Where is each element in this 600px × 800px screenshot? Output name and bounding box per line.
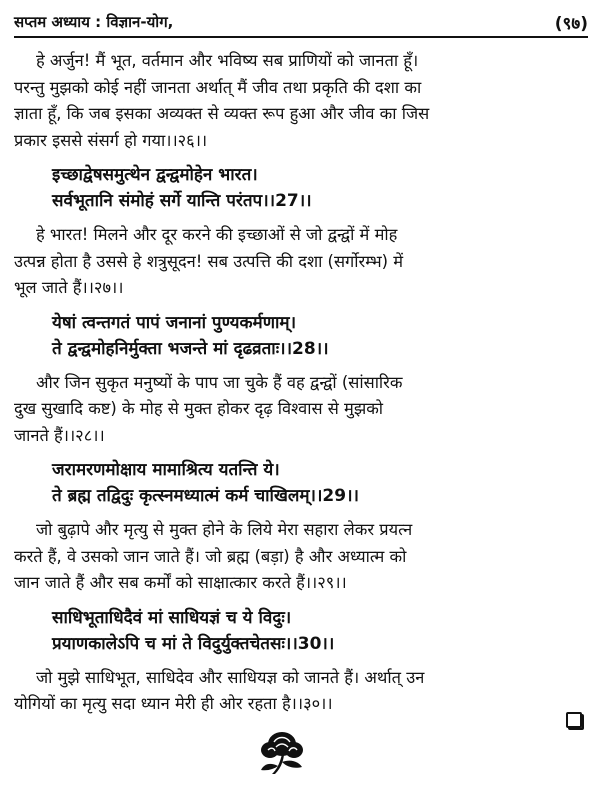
verse-line: जरामरणमोक्षाय मामाश्रित्य यतन्ति ये।	[52, 460, 280, 480]
sanskrit-verse	[14, 310, 588, 362]
chapter-title: सप्तम अध्याय : विज्ञान-योग,	[14, 13, 174, 31]
page-content	[14, 48, 588, 726]
verse-line: साधिभूताधिदैवं मां साधियज्ञं च ये विदुः।	[52, 607, 292, 628]
prose-paragraph	[14, 370, 588, 450]
text-line: हे भारत! मिलने और दूर करने की इच्छाओं से जो द्वन्द्वों में मोह	[36, 225, 398, 244]
page-number: (९७)	[554, 13, 588, 34]
text-line: योगियों का मृत्यु सदा ध्यान मेरी ही ओर रहता है।।३०।।	[14, 694, 333, 713]
verse-line: येषां त्वन्तगतं पापं जनानां पुण्यकर्मणाम्।	[52, 312, 297, 333]
prose-paragraph	[14, 222, 588, 302]
text-line: जानते हैं।।२८।।	[14, 425, 105, 445]
text-line: परन्तु मुझको कोई नहीं जानता अर्थात् मैं जीव तथा प्रकृति की दशा का	[14, 77, 422, 97]
text-line: जो मुझे साधिभूत, साधिदेव और साधियज्ञ को जानते हैं। अर्थात् उन	[36, 667, 425, 687]
text-line: प्रकार इससे संसर्ग हो गया।।२६।।	[14, 130, 208, 150]
end-of-section-box-icon	[566, 712, 582, 728]
sanskrit-verse	[14, 605, 588, 657]
text-line: हे अर्जुन! मैं भूत, वर्तमान और भविष्य सब प्राणियों को जानता हूँ।	[36, 51, 419, 70]
text-line: करते हैं, वे उसको जान जाते हैं। जो ब्रह्म (बड़ा) है और अध्यात्म को	[14, 546, 407, 566]
verse-line: ते ब्रह्म तद्विदुः कृत्स्नमध्यात्मं कर्म चाखिलम्।।29।।	[52, 486, 359, 506]
sanskrit-verse	[14, 457, 588, 509]
page-header	[14, 8, 588, 38]
text-line: उत्पन्न होता है उससे हे शत्रुसूदन! सब उत्पत्ति की दशा (सर्गोरम्भ) में	[14, 251, 404, 271]
prose-paragraph	[14, 665, 588, 718]
sanskrit-verse	[14, 162, 588, 214]
text-line: जो बुढ़ापे और मृत्यु से मुक्त होने के लिये मेरा सहारा लेकर प्रयत्न	[36, 520, 413, 539]
verse-line: प्रयाणकालेऽपि च मां ते विदुर्युक्तचेतसः।।30।।	[52, 633, 335, 654]
prose-paragraph	[14, 517, 588, 597]
prose-paragraph	[14, 48, 588, 154]
text-line: भूल जाते हैं।।२७।।	[14, 278, 124, 297]
text-line: दुख सुखादि कष्ट) के मोह से मुक्त होकर दृढ़ विश्वास से मुझको	[14, 399, 384, 418]
text-line: जान जाते हैं और सब कर्मों को साक्षात्कार करते हैं।।२९।।	[14, 573, 347, 592]
verse-line: सर्वभूतानि संमोहं सर्गे यान्ति परंतप।।27।।	[52, 191, 312, 211]
verse-line: ते द्वन्द्वमोहनिर्मुक्ता भजन्ते मां दृढव्रताः।।28।।	[52, 338, 329, 359]
text-line: ज्ञाता हूँ, कि जब इसका अव्यक्त से व्यक्त रूप हुआ और जीव का जिस	[14, 104, 430, 123]
rose-ornament-icon	[256, 728, 310, 776]
verse-line: इच्छाद्वेषसमुत्थेन द्वन्द्वमोहेन भारत।	[52, 165, 258, 185]
text-line: और जिन सुकृत मनुष्यों के पाप जा चुके हैं वह द्वन्द्वों (सांसारिक	[36, 372, 403, 392]
